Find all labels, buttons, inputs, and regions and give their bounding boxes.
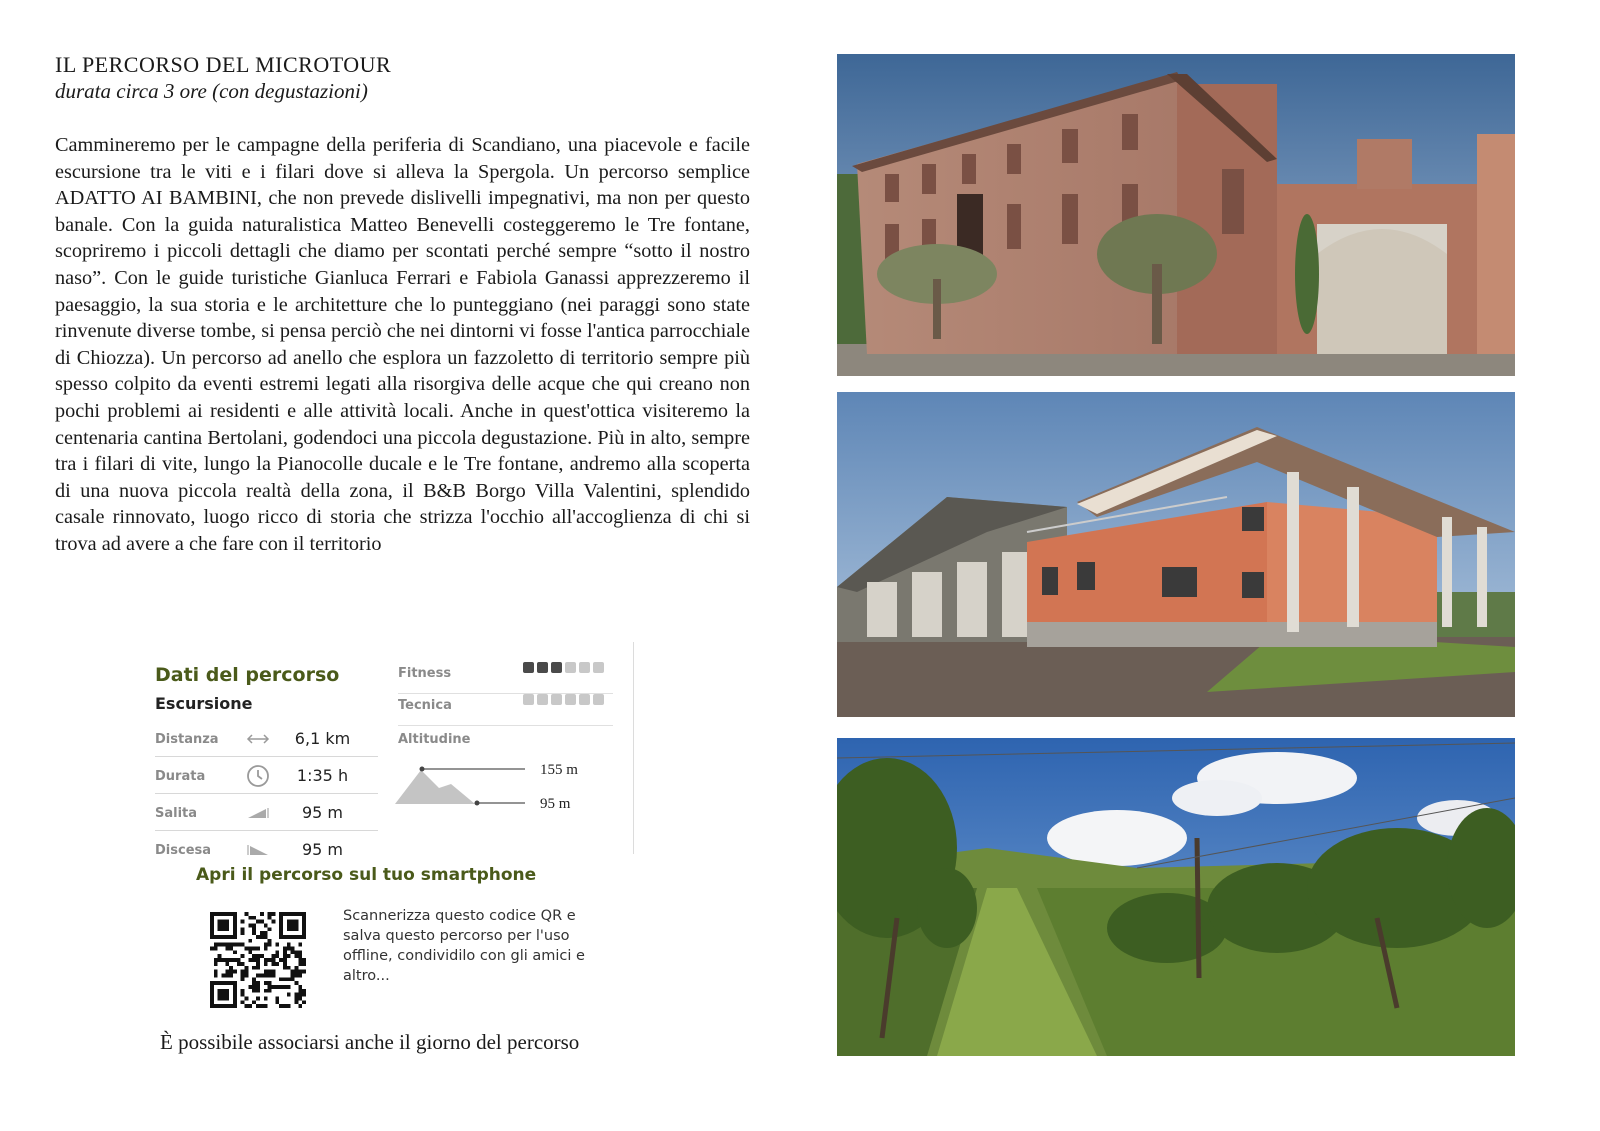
route-stats xyxy=(155,662,378,868)
rating-dot xyxy=(537,662,548,673)
rating-dots-fitness xyxy=(523,662,604,673)
stat-row-descent xyxy=(155,831,378,868)
route-data-title: Dati del percorso xyxy=(155,664,340,686)
rating-dot xyxy=(551,694,562,705)
body-paragraph: Cammineremo per le campagne della periferia di Scandiano, una piacevole e facile escursione tra le viti e i filari dove si alleva la Spergola. Un percorso semplice ADATTO AI BAMBINI, che non prevede dislivelli impegnativi, ma non per questo banale. Con la guida naturalistica Matteo Benevelli costeggeremo le Tre fontane, scopriremo i piccoli dettagli che diamo per scontati perché sempre “sotto il nostro naso”. Con le guide turistiche Gianluca Ferrari e Fabiola Ganassi apprezzeremo il paesaggio, la sua storia e le architetture che lo punteggiano (nei paraggi sono state rinvenute diverse tombe, si pensa perciò che nei dintorni vi fosse l'antica parrocchiale di Chiozza). Un percorso ad anello che esplora un fazzoletto di territorio sempre più spesso colpito da eventi estremi legati alla risorgiva delle acque che qui creano non pochi problemi ai residenti e alle attività locali. Anche in quest'ottica visiteremo la centenaria cantina Bertolani, godendoci una piccola degustazione. Più in alto, sempre tra i filari di vite, lungo la Pianocolle ducale e le Tre fontane, andremo alla scoperta di una nuova piccola realtà della zona, il B&B Borgo Villa Valentini, splendido casale rinnovato, luogo ricco di storia che strizza l'occhio all'accoglienza di chi si trova ad avere a che fare con il territorio xyxy=(55,134,750,555)
route-ratings xyxy=(398,662,613,812)
rating-dot xyxy=(593,662,604,673)
winery-image xyxy=(837,392,1515,717)
stat-label: Discesa xyxy=(155,843,212,858)
qr-heading: Apri il percorso sul tuo smartphone xyxy=(196,865,537,885)
stat-row-ascent xyxy=(155,794,378,831)
farmhouse-image xyxy=(837,54,1515,376)
altitude-max-dot xyxy=(420,767,425,772)
vineyard-image xyxy=(837,738,1515,1056)
rating-row-fitness xyxy=(398,662,613,694)
rating-dot xyxy=(551,662,562,673)
qr-description: Scannerizza questo codice QR e salva questo percorso per l'uso offline, condividilo con gli amici e altro... xyxy=(343,908,585,984)
stat-row-distance xyxy=(155,720,378,757)
altitude-min-value: 95 m xyxy=(540,796,571,812)
rating-dot xyxy=(579,662,590,673)
stat-row-duration xyxy=(155,757,378,794)
route-data-panel xyxy=(155,662,655,877)
stat-value: 95 m xyxy=(301,803,344,822)
stat-value: 1:35 h xyxy=(296,766,349,785)
stat-value: 6,1 km xyxy=(294,729,351,748)
rating-dot xyxy=(579,694,590,705)
rating-dot xyxy=(565,662,576,673)
rating-dot xyxy=(565,694,576,705)
photo-farmhouse xyxy=(837,54,1515,376)
footer-note: È possibile associarsi anche il giorno del percorso xyxy=(160,1030,580,1054)
rating-dot xyxy=(523,662,534,673)
rating-dots-technique xyxy=(523,694,604,705)
altitude-mountain-shape xyxy=(395,770,475,804)
stat-value: 95 m xyxy=(301,840,344,859)
photo-vineyard xyxy=(837,738,1515,1056)
photo-winery xyxy=(837,392,1515,717)
altitude-max-value: 155 m xyxy=(540,762,578,778)
route-type: Escursione xyxy=(155,694,253,713)
rating-dot xyxy=(523,694,534,705)
rating-label: Tecnica xyxy=(398,698,452,713)
qr-code-icon[interactable] xyxy=(210,912,306,1008)
altitude-profile xyxy=(395,752,615,812)
descent-icon xyxy=(245,838,271,862)
stat-label: Distanza xyxy=(155,732,219,747)
rating-row-technique xyxy=(398,694,613,726)
clock-icon xyxy=(245,764,271,788)
rating-dot xyxy=(593,694,604,705)
distance-arrows-icon xyxy=(245,727,271,751)
stat-label: Salita xyxy=(155,806,198,821)
altitude-label: Altitudine xyxy=(398,732,471,747)
stat-label: Durata xyxy=(155,769,206,784)
page-subtitle: durata circa 3 ore (con degustazioni) xyxy=(55,79,368,103)
panel-divider xyxy=(633,642,634,854)
rating-dot xyxy=(537,694,548,705)
ascent-icon xyxy=(245,801,271,825)
page-title: IL PERCORSO DEL MICROTOUR xyxy=(55,52,392,77)
text-column xyxy=(55,52,750,558)
altitude-min-dot xyxy=(475,801,480,806)
rating-label: Fitness xyxy=(398,666,452,681)
